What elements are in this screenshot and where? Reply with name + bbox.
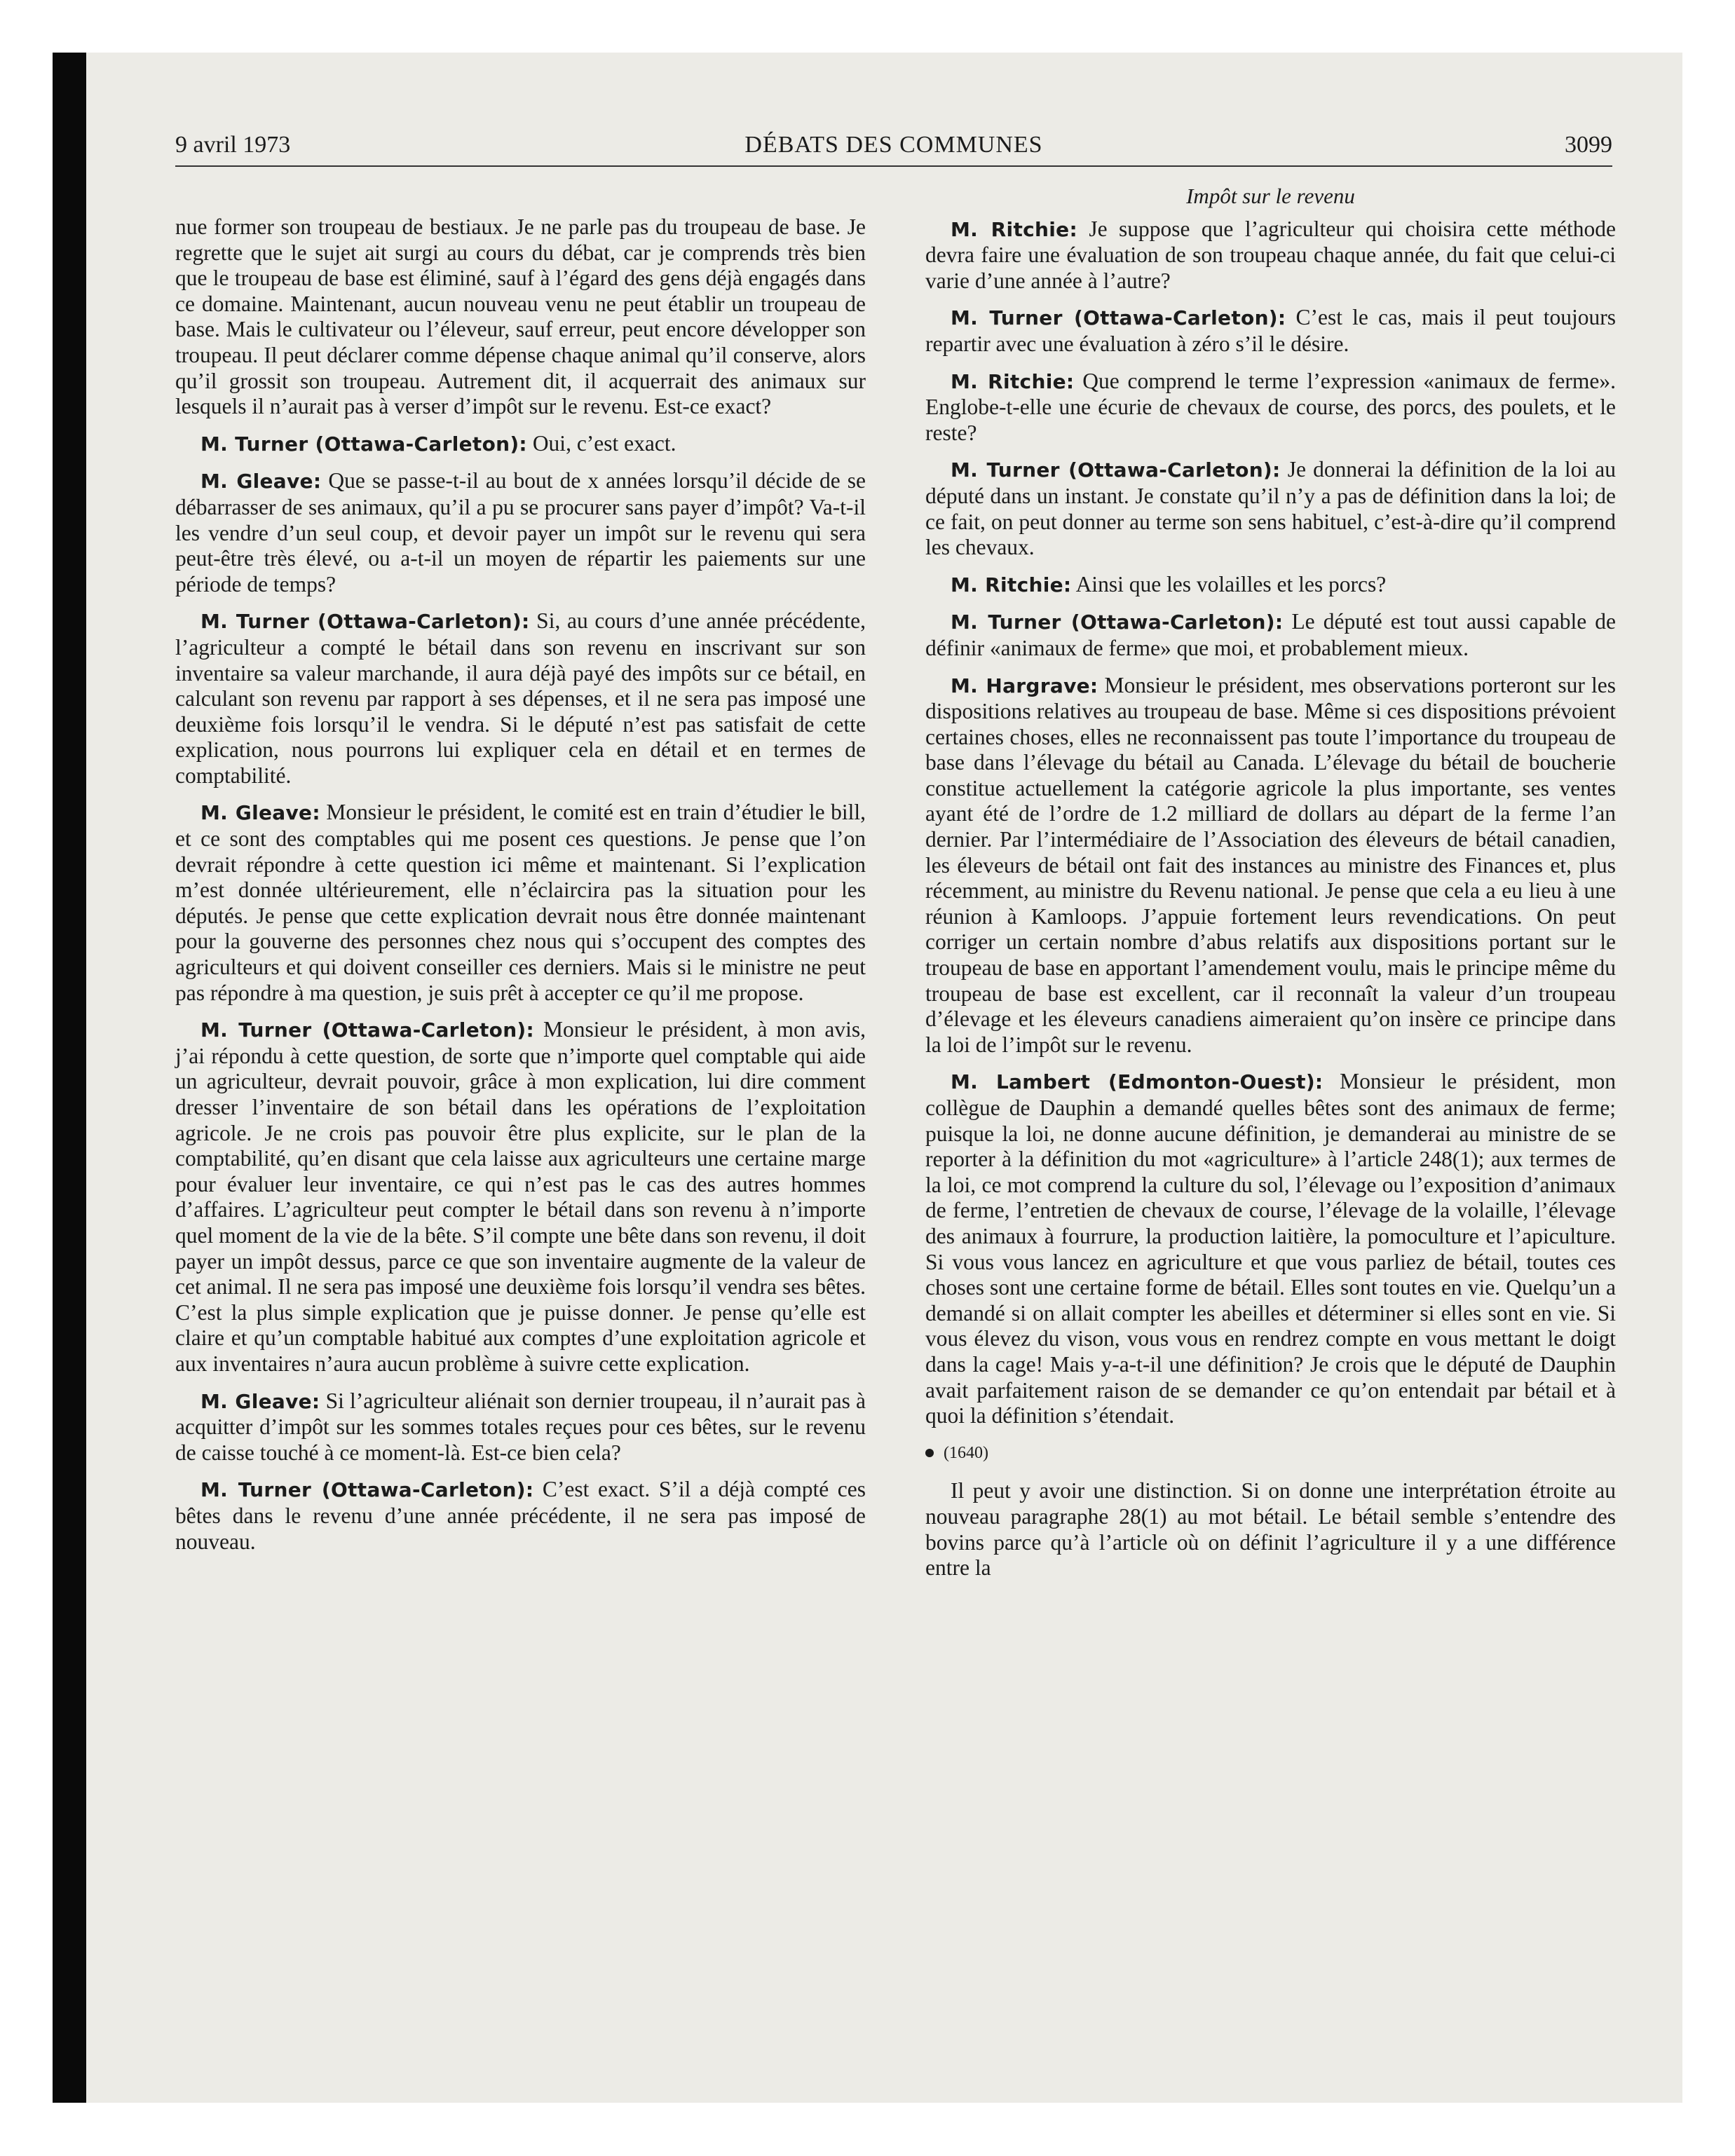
paragraph-text: C’est exact. S’il a déjà compté ces bêtes dans le revenu d’une année précédente, il ne sera pas imposé de nouveau.: [175, 1477, 866, 1554]
paragraph-text: Que se passe-t-il au bout de x années lorsqu’il décide de se débarrasser de ses animaux, qu’il a pu se procurer sans payer d’impôt? Va-t-il les vendre d’un seul coup, et devoir payer un impôt sur le revenu qui sera peut-être très élevé, ou a-t-il un moyen de répartir les paiements sur une période de temps?: [175, 468, 866, 596]
right-column: [925, 184, 1616, 1592]
time-marker-text: (1640): [944, 1443, 988, 1462]
paragraph-text: Oui, c’est exact.: [532, 430, 676, 456]
header-date: 9 avril 1973: [175, 132, 291, 158]
paragraph-text: Monsieur le président, mon collègue de Dauphin a demandé quelles bêtes sont des animaux de ferme; puisque la loi, ne donne aucune définition, je demanderai au ministre de se reporter à la définition du mot «agriculture» à l’article 248(1); aux termes de la loi, ce mot comprend la culture du sol, l’élevage ou l’exposition d’animaux de ferme, l’entretien de chevaux de course, l’élevage de la volaille, l’élevage des animaux à fourrure, la production laitière, la pomoculture et l’apiculture. Si vous vous lancez en agriculture et que vous parliez de bétail, toutes ces choses sont une certaine forme de bétail. Elles sont toutes en vie. Quelqu’un a demandé si on allait compter les abeilles et déterminer si elles sont en vie. Si vous élevez du vison, vous vous en rendrez compte en vous mettant le doigt dans la cage! Mais y-a-t-il une définition? Je crois que le député de Dauphin avait parfaitement raison de se demander ce qu’on entendait par bétail et à quoi la définition s’étendait.: [925, 1069, 1616, 1428]
running-head: Impôt sur le revenu: [1186, 184, 1355, 208]
paragraph: [925, 1069, 1616, 1428]
left-column: [175, 214, 866, 1566]
paragraph: [175, 214, 866, 420]
speaker-name: M. Gleave:: [200, 801, 320, 825]
paragraph: [925, 457, 1616, 560]
paragraph: [925, 217, 1616, 294]
speaker-name: M. Hargrave:: [951, 674, 1098, 697]
paragraph-text: nue former son troupeau de bestiaux. Je ne parle pas du troupeau de base. Je regrette que le sujet ait surgi au cours du débat, car je comprends très bien que le troupeau de base est éliminé, sauf à l’égard des gens déjà engagés dans ce domaine. Maintenant, aucun nouveau venu ne peut établir un troupeau de base. Mais le cultivateur ou l’éleveur, sauf erreur, peut encore développer son troupeau. Il peut déclarer comme dépense chaque animal qu’il conserve, alors qu’il grossit son troupeau. Autrement dit, il acquerrait des animaux sur lesquels il n’aurait pas à verser d’impôt sur le revenu. Est-ce exact?: [175, 214, 866, 419]
page-header: [175, 129, 1612, 167]
paragraph: [925, 609, 1616, 661]
paragraph-text: Il peut y avoir une distinction. Si on donne une interprétation étroite au nouveau paragraphe 28(1) au mot bétail. Le bétail semble s’entendre des bovins parce qu’à l’article où on définit l’agriculture il y a une différence entre la: [925, 1478, 1616, 1581]
bullet-icon: [925, 1449, 934, 1457]
header-title: DÉBATS DES COMMUNES: [744, 132, 1043, 158]
speaker-name: M. Turner (Ottawa-Carleton):: [200, 432, 527, 456]
paragraph: [175, 1477, 866, 1555]
paragraph-text: Monsieur le président, mes observations porteront sur les dispositions relatives au troupeau de base. Même si ces dispositions prévoient certaines choses, elles ne reconnaissent pas toute l’importance du troupeau de base dans l’élevage du bétail au Canada. L’élevage du bétail de boucherie constitue actuellement la catégorie agricole la plus importante, ses ventes ayant été de l’ordre de 1.2 milliard de dollars au départ de la ferme l’an dernier. Par l’intermédiaire de l’Association des éleveurs de bétail canadien, les éleveurs de bétail ont fait des instances au ministre des Finances et, plus récemment, au ministre du Revenu national. Je pense que cela a eu lieu à une réunion à Kamloops. J’appuie fortement leurs revendications. On peut corriger un certain nombre d’abus relatifs aux dispositions portant sur le troupeau de base en apportant l’amendement voulu, mais le principe même du troupeau de base est excellent, car il reconnaît la valeur d’un troupeau d’élevage et les éleveurs canadiens aimeraient qu’on insère ce principe dans la loi de l’impôt sur le revenu.: [925, 672, 1616, 1057]
speaker-name: M. Turner (Ottawa-Carleton):: [200, 1478, 534, 1502]
paragraph: [175, 608, 866, 789]
paragraph: [175, 800, 866, 1006]
paragraph-text: Si l’agriculteur aliénait son dernier troupeau, il n’aurait pas à acquitter d’impôt sur les sommes totales reçues pour ces bêtes, sur le revenu de caisse touché à ce moment-là. Est-ce bien cela?: [175, 1388, 866, 1465]
speaker-name: M. Turner (Ottawa-Carleton):: [951, 458, 1281, 482]
paragraph-text: Je suppose que l’agriculteur qui choisira cette méthode devra faire une évaluation de son troupeau chaque année, du fait que celui-ci varie d’une année à l’autre?: [925, 216, 1616, 293]
speaker-name: M. Ritchie:: [951, 573, 1072, 596]
paragraph: [925, 572, 1616, 599]
paragraph: [175, 1389, 866, 1466]
paragraph: [925, 305, 1616, 357]
paragraph-text: Monsieur le président, le comité est en train d’étudier le bill, et ce sont des comptables qui me posent ces questions. Je pense que l’on devrait répondre à cette question ici même et maintenant. Si l’explication m’est donnée ultérieurement, elle n’éclaircira pas la situation pour les députés. Je pense que cette explication devrait nous être donnée maintenant pour la gouverne des personnes chez nous qui s’occupent des comptes des agriculteurs et qui doivent conseiller ces derniers. Mais si le ministre ne peut pas répondre à ma question, je suis prêt à accepter ce qu’il me propose.: [175, 800, 866, 1005]
paragraph: [175, 1017, 866, 1377]
paragraph: [175, 468, 866, 597]
speaker-name: M. Gleave:: [200, 470, 322, 493]
time-marker: [925, 1440, 1616, 1466]
speaker-name: M. Ritchie:: [951, 217, 1077, 241]
speaker-name: M. Turner (Ottawa-Carleton):: [200, 1018, 535, 1042]
speaker-name: M. Gleave:: [200, 1389, 320, 1413]
paragraph: [925, 673, 1616, 1058]
speaker-name: M. Turner (Ottawa-Carleton):: [200, 610, 530, 634]
paragraph-text: Ainsi que les volailles et les porcs?: [1075, 571, 1387, 596]
scan-border: [53, 53, 86, 2103]
header-page-number: 3099: [1565, 132, 1612, 158]
paragraph-text: Monsieur le président, à mon avis, j’ai répondu à cette question, de sorte que n’importe quel comptable qui aide un agriculteur, devrait pouvoir, grâce à mon explication, lui dire comment dresser l’inventaire de son bétail dans les opérations de l’exploitation agricole. Je ne crois pas pouvoir être plus explicite, sur le plan de la comptabilité, qu’en disant que cela laisse aux agriculteurs une certaine marge pour évaluer leur inventaire, ce qui n’est pas le cas des autres hommes d’affaires. L’agriculteur peut compter le bétail dans son revenu à n’importe quel moment de la vie de la bête. S’il compte une bête dans son revenu, il doit payer un impôt dessus, parce ce que son inventaire augmente de la valeur de cet animal. Il ne sera pas imposé une deuxième fois lorsqu’il vendra ses bêtes. C’est la plus simple explication que je puisse donner. Je pense qu’elle est claire et qu’un comptable habitué aux comptes d’une exploitation agricole et aux inventaires n’aura aucun problème à suivre cette explication.: [175, 1017, 866, 1376]
paragraph: [175, 431, 866, 458]
paragraph-text: C’est le cas, mais il peut toujours repartir avec une évaluation à zéro s’il le désire.: [925, 305, 1616, 356]
paragraph: [925, 1478, 1616, 1581]
speaker-name: M. Turner (Ottawa-Carleton):: [951, 610, 1284, 634]
speaker-name: M. Lambert (Edmonton-Ouest):: [951, 1070, 1324, 1094]
paragraph-text: Le député est tout aussi capable de définir «animaux de ferme» que moi, et probablement mieux.: [925, 609, 1617, 660]
paragraph-text: Je donnerai la définition de la loi au député dans un instant. Je constate qu’il n’y a pas de définition dans la loi; de ce fait, on peut donner au terme son sens habituel, c’est-à-dire qu’il comprend les chevaux.: [925, 457, 1616, 560]
paragraph: [925, 369, 1616, 446]
paragraph-text: Si, au cours d’une année précédente, l’agriculteur a compté le bétail dans son revenu en inscrivant sur son inventaire sa valeur marchande, il aura déjà payé des impôts sur ce bétail, en calculant son revenu par rapport à ses dépenses, et il ne sera pas imposé une deuxième fois lorsqu’il le vendra. Si le député n’est pas satisfait de cette explication, nous pourrons lui expliquer cela en détail et en termes de comptabilité.: [175, 608, 866, 788]
speaker-name: M. Ritchie:: [951, 369, 1075, 393]
paragraph-text: Que comprend le terme l’expression «animaux de ferme». Englobe-t-elle une écurie de chevaux de course, des porcs, des poulets, et le reste?: [925, 368, 1616, 445]
speaker-name: M. Turner (Ottawa-Carleton):: [951, 306, 1286, 330]
